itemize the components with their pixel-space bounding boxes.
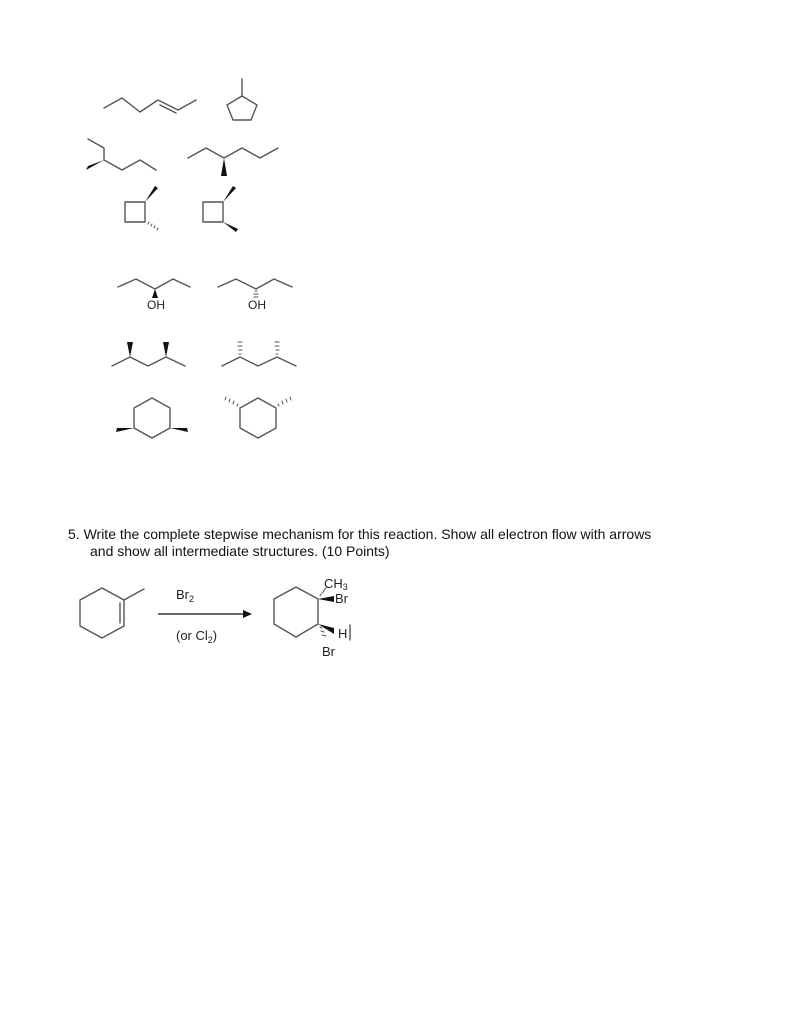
question-line-2: and show all intermediate structures. (10 Points) xyxy=(90,543,390,559)
reagent-br: Br xyxy=(176,587,189,602)
condition-subscript: 2 xyxy=(207,635,213,645)
wedge-bond xyxy=(170,428,188,432)
product-br-bottom-label: Br xyxy=(322,644,335,659)
structure-alcohol-wedge xyxy=(118,279,190,298)
structure-branched-alkane-wedge-right xyxy=(188,148,278,176)
question-5 xyxy=(68,526,748,560)
hashed-bond xyxy=(225,397,238,406)
wedge-bond xyxy=(223,222,238,232)
product-ch3-label: CH3 xyxy=(324,576,348,592)
question-line-1: 5. Write the complete stepwise mechanism for this reaction. Show all electron flow with arrows xyxy=(68,526,652,542)
wedge-bond xyxy=(318,596,334,602)
condition-prefix: (or Cl xyxy=(176,628,208,643)
wedge-bond xyxy=(163,342,169,357)
reactant-methylcyclohexene xyxy=(80,588,144,638)
structure-dimethyl-hashes xyxy=(222,342,296,366)
reagent-label xyxy=(176,587,194,604)
structure-cyclobutane-cis xyxy=(203,186,238,232)
hashed-bond xyxy=(275,342,279,354)
wedge-bond xyxy=(145,186,158,202)
wedge-bond xyxy=(127,342,133,357)
structure-cyclobutane-trans xyxy=(125,186,158,230)
wedge-bond xyxy=(86,160,104,170)
structure-methylcyclopentane xyxy=(227,79,257,120)
condition-suffix: ) xyxy=(212,628,218,643)
wedge-bond xyxy=(116,428,134,432)
hashed-bond xyxy=(278,397,291,406)
condition-label xyxy=(176,628,217,645)
hashed-bond xyxy=(254,291,258,297)
wedge-bond xyxy=(223,186,236,202)
structure-dimethylcyclohexane-hashes xyxy=(225,397,291,438)
product-br-top-label: Br xyxy=(335,591,348,606)
oh-label-right: OH xyxy=(248,298,266,312)
wedge-bond xyxy=(221,158,227,176)
hashed-bond xyxy=(148,222,158,230)
structure-dimethylcyclohexane-wedges xyxy=(116,398,188,438)
structure-2-hexene xyxy=(104,98,196,113)
structure-branched-alkane-wedge-left xyxy=(86,139,156,170)
product-h-label: H xyxy=(338,626,348,641)
structure-dimethyl-wedges xyxy=(112,342,185,366)
oh-label-left: OH xyxy=(147,298,165,312)
structure-alcohol-hash xyxy=(218,279,292,297)
hashed-bond xyxy=(238,342,242,354)
wedge-bond xyxy=(152,289,158,298)
reaction-arrow xyxy=(158,610,252,618)
reagent-subscript: 2 xyxy=(189,594,195,604)
wedge-bond xyxy=(318,624,334,634)
